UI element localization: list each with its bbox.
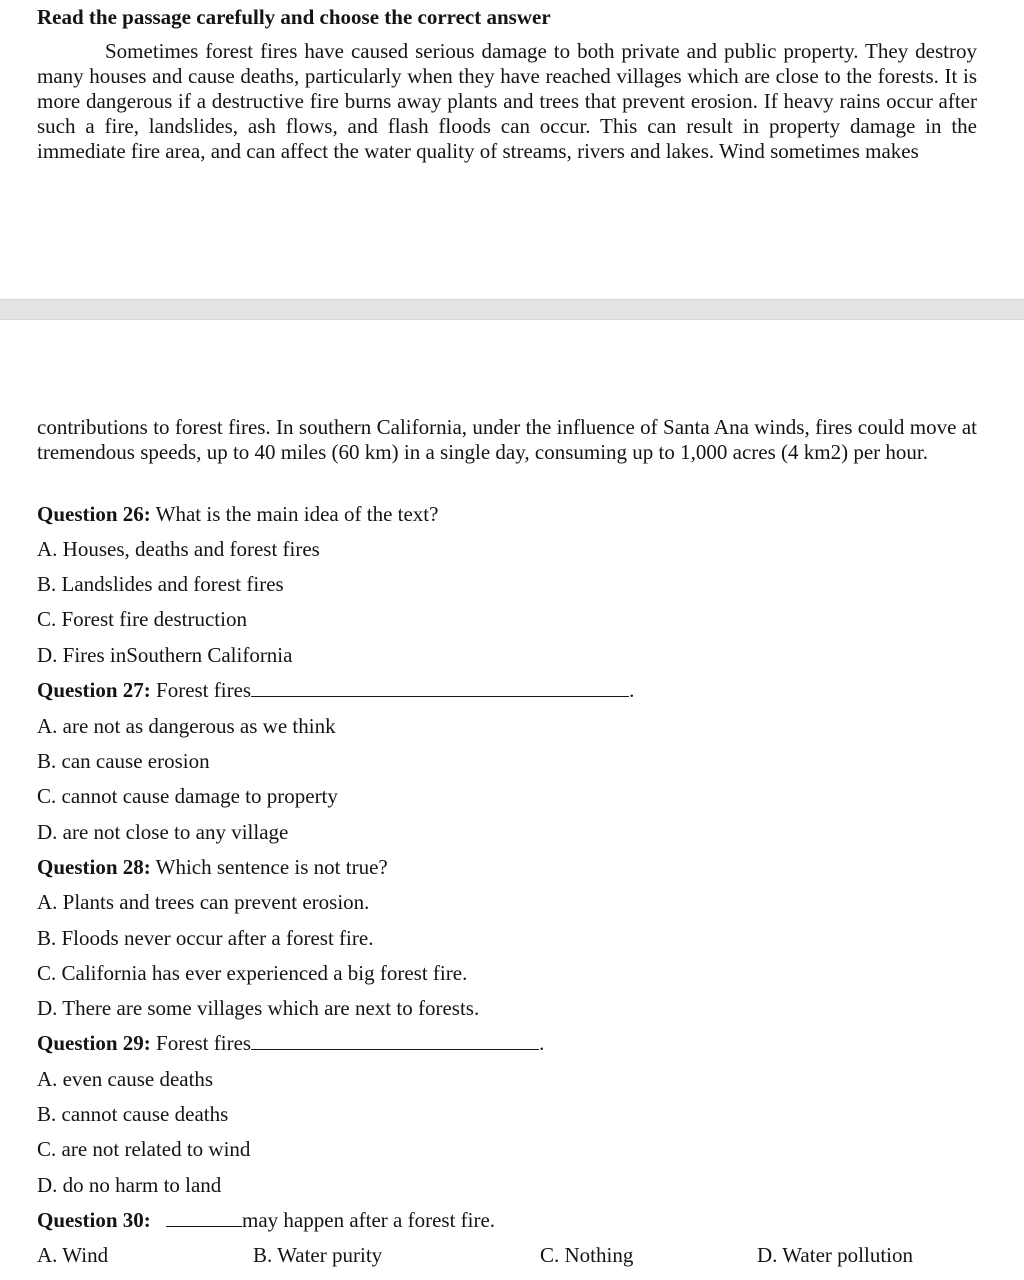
question-28 (37, 854, 388, 880)
question-prompt: What is the main idea of the text? (155, 502, 439, 526)
option-26-d[interactable]: D. Fires inSouthern California (37, 643, 293, 667)
option-30-c[interactable]: C. Nothing (540, 1243, 634, 1267)
answer-blank[interactable] (251, 678, 629, 697)
passage-paragraph-part2: contributions to forest fires. In southern California, under the influence of Santa Ana winds, fires could move at tremendous speeds, up to 40 miles (60 km) in a single day, consuming up to 1,000 acres (4 km2) per hour. (37, 415, 977, 464)
question-number: Question 26: (37, 502, 151, 526)
option-30-b[interactable]: B. Water purity (253, 1243, 383, 1267)
instructions-heading: Read the passage carefully and choose the correct answer (37, 5, 551, 29)
option-27-c[interactable]: C. cannot cause damage to property (37, 784, 338, 808)
question-prompt: may happen after a forest fire. (242, 1208, 496, 1232)
option-28-d[interactable]: D. There are some villages which are next to forests. (37, 996, 480, 1020)
question-30 (37, 1207, 495, 1233)
question-prompt: Which sentence is not true? (155, 855, 388, 879)
answer-blank[interactable] (166, 1208, 242, 1227)
question-number: Question 28: (37, 855, 151, 879)
question-number: Question 30: (37, 1208, 151, 1232)
blank-end-period: . (629, 678, 635, 702)
option-27-d[interactable]: D. are not close to any village (37, 820, 289, 844)
scroll-divider-bar (0, 299, 1024, 320)
option-26-b[interactable]: B. Landslides and forest fires (37, 572, 284, 596)
option-26-c[interactable]: C. Forest fire destruction (37, 607, 247, 631)
question-26 (37, 501, 438, 527)
question-29 (37, 1030, 544, 1056)
option-30-d[interactable]: D. Water pollution (757, 1243, 913, 1267)
option-27-a[interactable]: A. are not as dangerous as we think (37, 714, 336, 738)
answer-blank[interactable] (251, 1031, 539, 1050)
option-29-b[interactable]: B. cannot cause deaths (37, 1102, 229, 1126)
question-27 (37, 677, 634, 703)
passage-paragraph-part1: Sometimes forest fires have caused serious damage to both private and public property. They destroy many houses and cause deaths, particularly when they have reached villages which are close to the forests. It is more dangerous if a destructive fire burns away plants and trees that prevent erosion. If heavy rains occur after such a fire, landslides, ash flows, and flash floods can occur. This can result in property damage in the immediate fire area, and can affect the water quality of streams, rivers and lakes. Wind sometimes makes (37, 39, 977, 163)
option-30-a[interactable]: A. Wind (37, 1243, 109, 1267)
option-28-b[interactable]: B. Floods never occur after a forest fire. (37, 926, 374, 950)
question-prompt: Forest fires (156, 678, 252, 702)
option-29-a[interactable]: A. even cause deaths (37, 1067, 214, 1091)
option-29-c[interactable]: C. are not related to wind (37, 1137, 251, 1161)
option-28-a[interactable]: A. Plants and trees can prevent erosion. (37, 890, 370, 914)
option-26-a[interactable]: A. Houses, deaths and forest fires (37, 537, 320, 561)
question-prompt: Forest fires (156, 1031, 252, 1055)
question-number: Question 29: (37, 1031, 151, 1055)
blank-end-period: . (539, 1031, 545, 1055)
option-28-c[interactable]: C. California has ever experienced a big forest fire. (37, 961, 468, 985)
question-number: Question 27: (37, 678, 151, 702)
option-29-d[interactable]: D. do no harm to land (37, 1173, 222, 1197)
option-27-b[interactable]: B. can cause erosion (37, 749, 210, 773)
